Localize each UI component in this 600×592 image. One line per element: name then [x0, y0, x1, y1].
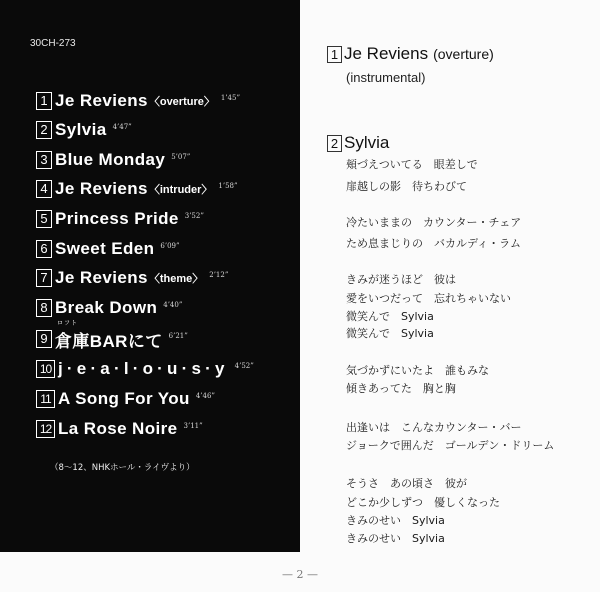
- track-title: Sylvia: [55, 120, 107, 139]
- track-item: [36, 319, 188, 351]
- track-title: j·e·a·l·o·u·s·y: [58, 359, 229, 378]
- track-duration: 6’21”: [168, 332, 188, 340]
- track-number: 5: [36, 210, 52, 228]
- lyric-line: 傾きあってた 胸と胸: [346, 382, 456, 395]
- lyric-line: そうさ あの頃さ 彼が: [346, 477, 467, 490]
- lyric-line: きみが迷うほど 彼は: [346, 273, 456, 286]
- track-title: Blue Monday: [55, 150, 166, 169]
- track-number: 2: [36, 121, 52, 139]
- track-duration: 3’11”: [183, 422, 203, 430]
- catalog-number: 30CH-273: [30, 38, 76, 49]
- track-number: 6: [36, 240, 52, 258]
- lyric-line: 愛をいつだって 忘れちゃいない: [346, 292, 511, 305]
- track-item: [36, 297, 182, 319]
- lyric-line: ジョークで囲んだ ゴールデン・ドリーム: [346, 439, 555, 452]
- track-item: [36, 119, 132, 141]
- track-title: Je Reviens: [55, 179, 148, 198]
- track-number: 1: [36, 92, 52, 110]
- song-number: 1: [327, 46, 342, 63]
- track-item: [36, 149, 190, 171]
- track-duration: 4’46”: [195, 392, 216, 400]
- track-item: [36, 358, 254, 380]
- track-duration: 5’07”: [171, 153, 191, 161]
- track-number: 11: [36, 390, 55, 408]
- song-number: 2: [327, 135, 342, 152]
- track-title: La Rose Noire: [58, 419, 178, 438]
- track-subtitle: 〈intruder〉: [148, 184, 213, 196]
- track-title: Break Down: [55, 298, 158, 317]
- track-duration: 4’47”: [112, 123, 132, 131]
- track-title: Sweet Eden: [55, 239, 155, 258]
- track-number: 10: [36, 360, 55, 378]
- track-item: [36, 90, 240, 112]
- track-duration: 1’58”: [218, 182, 238, 190]
- track-item: [36, 418, 203, 440]
- lyric-line: ため息まじりの バカルディ・ラム: [346, 237, 522, 250]
- lyric-line: 微笑んで Sylvia: [346, 310, 434, 323]
- lyric-line: 扉越しの影 待ちわびて: [346, 180, 467, 193]
- track-item: [36, 267, 228, 289]
- track-duration: 4’52”: [234, 362, 254, 370]
- track-number: 3: [36, 151, 52, 169]
- lyric-line: 気づかずにいたよ 誰もみな: [346, 364, 489, 377]
- live-recording-note: （8～12、NHKホール・ライヴより）: [50, 463, 195, 473]
- track-title-wrap: [55, 319, 163, 352]
- track-duration: 2’12”: [209, 271, 229, 279]
- track-number: 9: [36, 330, 52, 348]
- track-duration: 1’45”: [220, 94, 241, 102]
- track-subtitle: 〈theme〉: [148, 273, 204, 285]
- lyric-line: 出逢いは こんなカウンター・バー: [346, 421, 522, 434]
- instrumental-note: (instrumental): [346, 70, 426, 85]
- furigana: ロフト: [57, 319, 79, 327]
- track-item: [36, 208, 204, 230]
- track-subtitle: 〈overture〉: [148, 96, 215, 108]
- track-title: Je Reviens: [55, 91, 148, 110]
- lyric-line: きみのせい Sylvia: [346, 514, 445, 527]
- track-number: 12: [36, 420, 55, 438]
- track-item: [36, 388, 215, 410]
- track-duration: 3’52”: [184, 212, 204, 220]
- track-item: [36, 178, 238, 200]
- lyric-line: 微笑んで Sylvia: [346, 327, 434, 340]
- track-title: Princess Pride: [55, 209, 179, 228]
- song-heading: [327, 133, 389, 153]
- track-list-panel: [0, 0, 300, 552]
- track-number: 4: [36, 180, 52, 198]
- track-item: [36, 238, 180, 260]
- track-title: 倉庫BARにて: [55, 331, 163, 351]
- song-subtitle: (overture): [433, 46, 494, 62]
- page-number: — 2 —: [282, 568, 318, 581]
- lyric-line: 頬づえついてる 眼差しで: [346, 158, 478, 171]
- lyrics-panel: [300, 0, 600, 552]
- track-title: Je Reviens: [55, 268, 148, 287]
- song-heading: [327, 44, 494, 64]
- lyric-line: きみのせい Sylvia: [346, 532, 445, 545]
- song-title: Je Reviens: [344, 44, 429, 63]
- track-duration: 4’40”: [163, 301, 183, 309]
- track-number: 7: [36, 269, 52, 287]
- track-duration: 6’09”: [160, 242, 180, 250]
- lyric-line: 冷たいままの カウンター・チェア: [346, 216, 522, 229]
- track-title: A Song For You: [58, 389, 190, 408]
- track-number: 8: [36, 299, 52, 317]
- lyric-line: どこか少しずつ 優しくなった: [346, 496, 500, 509]
- song-title: Sylvia: [344, 133, 390, 152]
